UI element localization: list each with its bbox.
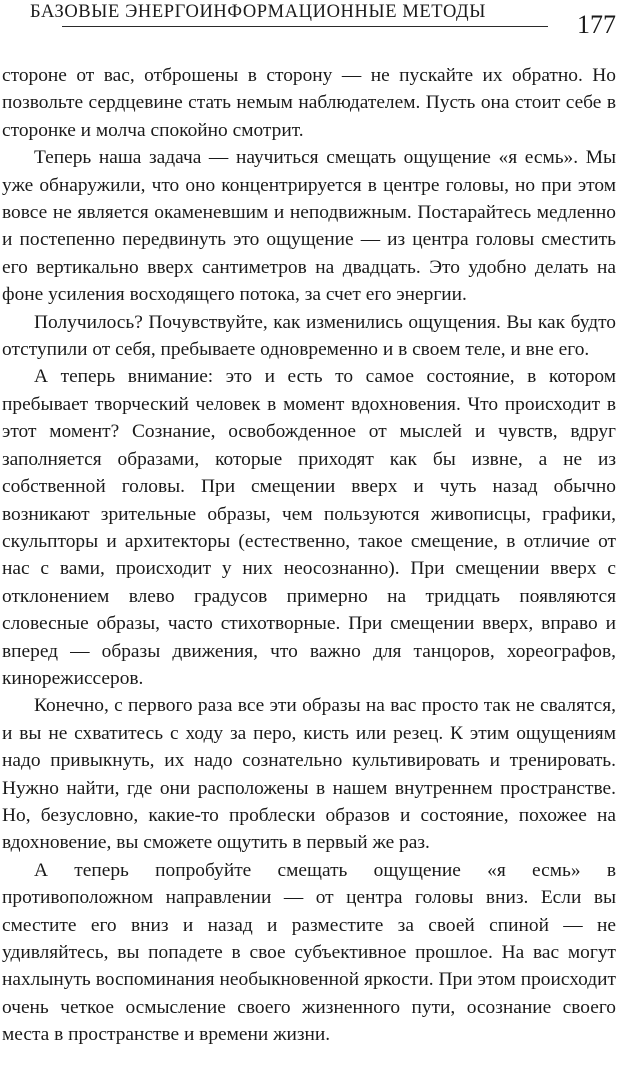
paragraph-3: Получилось? Почувствуйте, как изменились ощущения. Вы как будто отступили от себя, пребываете одновременно и в своем теле, и вне его. bbox=[2, 311, 616, 361]
paragraph-2: Теперь наша задача — научиться смещать ощущение «я есмь». Мы уже обнаружили, что оно концентрируется в центре головы, но при этом вовсе не является окаменевшим и неподвижным. Постарайтесь медленно и постепенно передвинуть это ощущение — из центра головы сместить его вертикально вверх сантиметров на двадцать. Это удобно делать на фоне усиления восходящего потока, за счет его энергии. bbox=[2, 147, 616, 306]
body-text bbox=[2, 62, 616, 1049]
header-rule bbox=[62, 26, 548, 27]
paragraph-6: А теперь попробуйте смещать ощущение «я есмь» в противоположном направлении — от центра головы вниз. Если вы сместите его вниз и назад и разместите за своей спиной — не удивляйтесь, вы попадете в свое субъективное прошлое. На вас могут нахлынуть воспоминания необыкновенной яркости. При этом происходит очень четкое осмысление своего жизненного пути, осознание своего места в пространстве и времени жизни. bbox=[2, 859, 616, 1046]
page-number: 177 bbox=[577, 10, 616, 39]
paragraph-5: Конечно, с первого раза все эти образы на вас просто так не свалятся, и вы не схватитесь с ходу за перо, кисть или резец. К этим ощущениям надо привыкнуть, их надо сознательно культивировать и тренировать. Нужно найти, где они расположены в нашем внутреннем пространстве. Но, безусловно, какие-то проблески образов и состояние, похожее на вдохновение, вы сможете ощутить в первый же раз. bbox=[2, 695, 616, 854]
paragraph-4: А теперь внимание: это и есть то самое состояние, в котором пребывает творческий человек в момент вдохновения. Что происходит в этот момент? Сознание, освобожденное от мыслей и чувств, вдруг заполняется образами, которые приходят как бы извне, а не из собственной головы. При смещении вверх и чуть назад обычно возникают зрительные образы, чем пользуются живописцы, графики, скульпторы и архитекторы (естественно, такое смещение, в отличие от нас с вами, происходит у них неосознанно). При смещении вверх с отклонением влево градусов примерно на тридцать появляются словесные образы, часто стихотворные. При смещении вверх, вправо и вперед — образы движения, что важно для танцоров, хореографов, кинорежиссеров. bbox=[2, 366, 616, 689]
running-header bbox=[0, 0, 620, 48]
running-title: БАЗОВЫЕ ЭНЕРГОИНФОРМАЦИОННЫЕ МЕТОДЫ bbox=[30, 2, 486, 22]
paragraph-1: стороне от вас, отброшены в сторону — не пускайте их обратно. Но позвольте сердцевине стать немым наблюдателем. Пусть она стоит себе в сторонке и молча спокойно смотрит. bbox=[2, 65, 616, 141]
